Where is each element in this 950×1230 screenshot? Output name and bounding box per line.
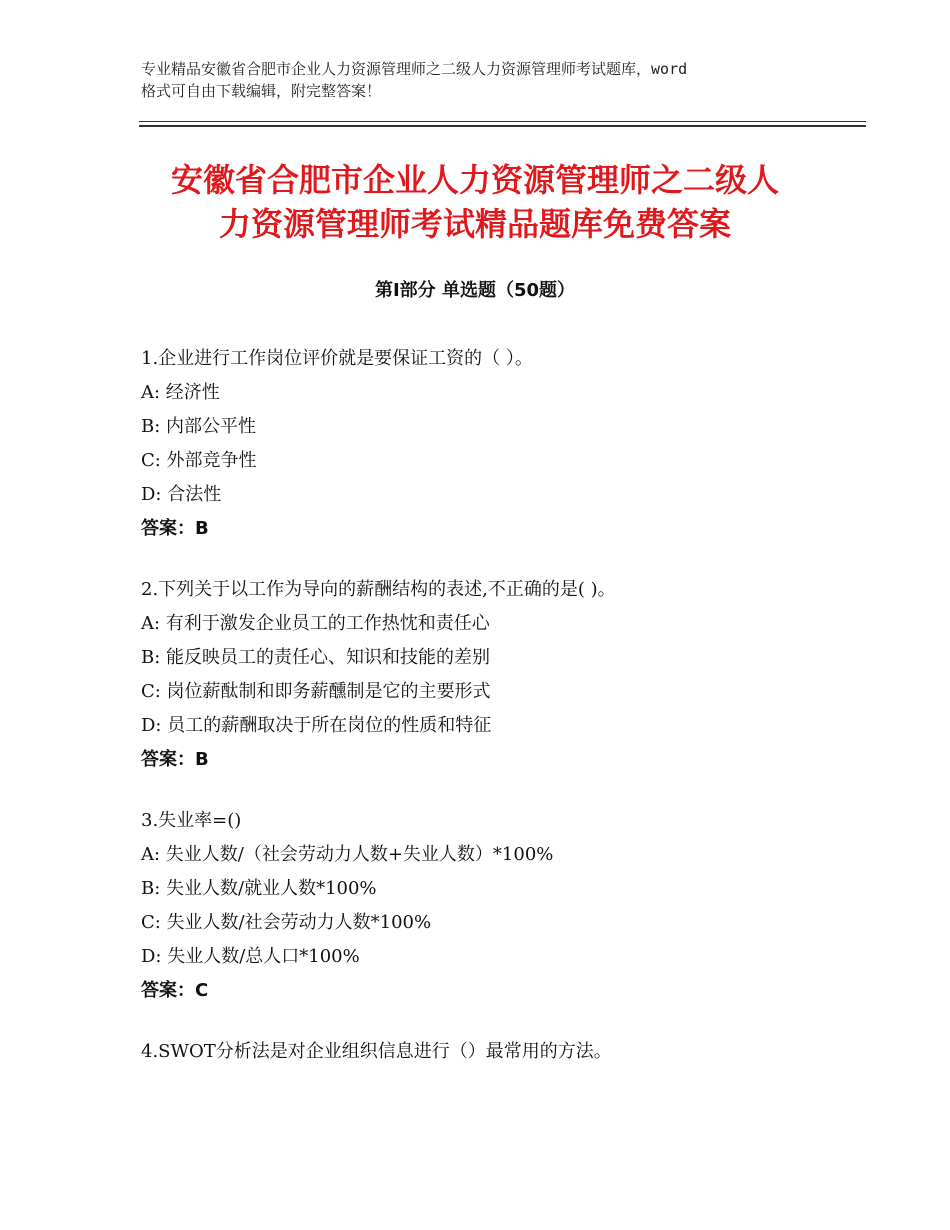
question-stem: 1.企业进行工作岗位评价就是要保证工资的（ ）。 [141,348,533,369]
question-stem: 3.失业率=() [141,810,242,831]
section-title: 第Ⅰ部分 单选题（50题） [374,280,575,301]
option-c: C: 失业人数/社会劳动力人数*100% [141,912,432,933]
option-b: B: 内部公平性 [141,416,257,437]
title-line: 力资源管理师考试精品题库免费答案 [218,205,731,243]
question-item [141,804,881,1008]
header-divider-thick [139,125,866,127]
answer-label: 答案：C [141,980,209,1001]
answer-label: 答案：B [141,518,209,539]
option-b: B: 失业人数/就业人数*100% [141,878,377,899]
question-item [141,573,881,777]
option-d: D: 失业人数/总人口*100% [141,946,360,967]
option-b: B: 能反映员工的责任心、知识和技能的差别 [141,647,491,668]
option-d: D: 员工的薪酬取决于所在岗位的性质和特征 [141,715,492,736]
option-c: C: 岗位薪酞制和即务薪醺制是它的主要形式 [141,681,491,702]
question-item [141,342,881,546]
question-item [141,1035,881,1069]
answer-label: 答案：B [141,749,209,770]
option-a: A: 失业人数/（社会劳动力人数+失业人数）*100% [141,844,554,865]
option-a: A: 有利于激发企业员工的工作热忱和责任心 [141,613,490,634]
header-note-line: 格式可自由下载编辑，附完整答案！ [141,82,382,100]
header-note-line: 专业精品安徽省合肥市企业人力资源管理师之二级人力资源管理师考试题库，word [141,60,688,78]
title-line: 安徽省合肥市企业人力资源管理师之二级人 [170,161,779,199]
question-stem: 2.下列关于以工作为导向的薪酬结构的表述,不正确的是( )。 [141,579,616,600]
option-c: C: 外部竞争性 [141,450,257,471]
header-divider [139,121,866,122]
question-list [141,342,881,1096]
option-a: A: 经济性 [141,382,220,403]
document-title [120,158,830,246]
option-d: D: 合法性 [141,484,222,505]
question-stem: 4.SWOT分析法是对企业组织信息进行（）最常用的方法。 [141,1041,612,1062]
document-header-note [141,58,831,102]
